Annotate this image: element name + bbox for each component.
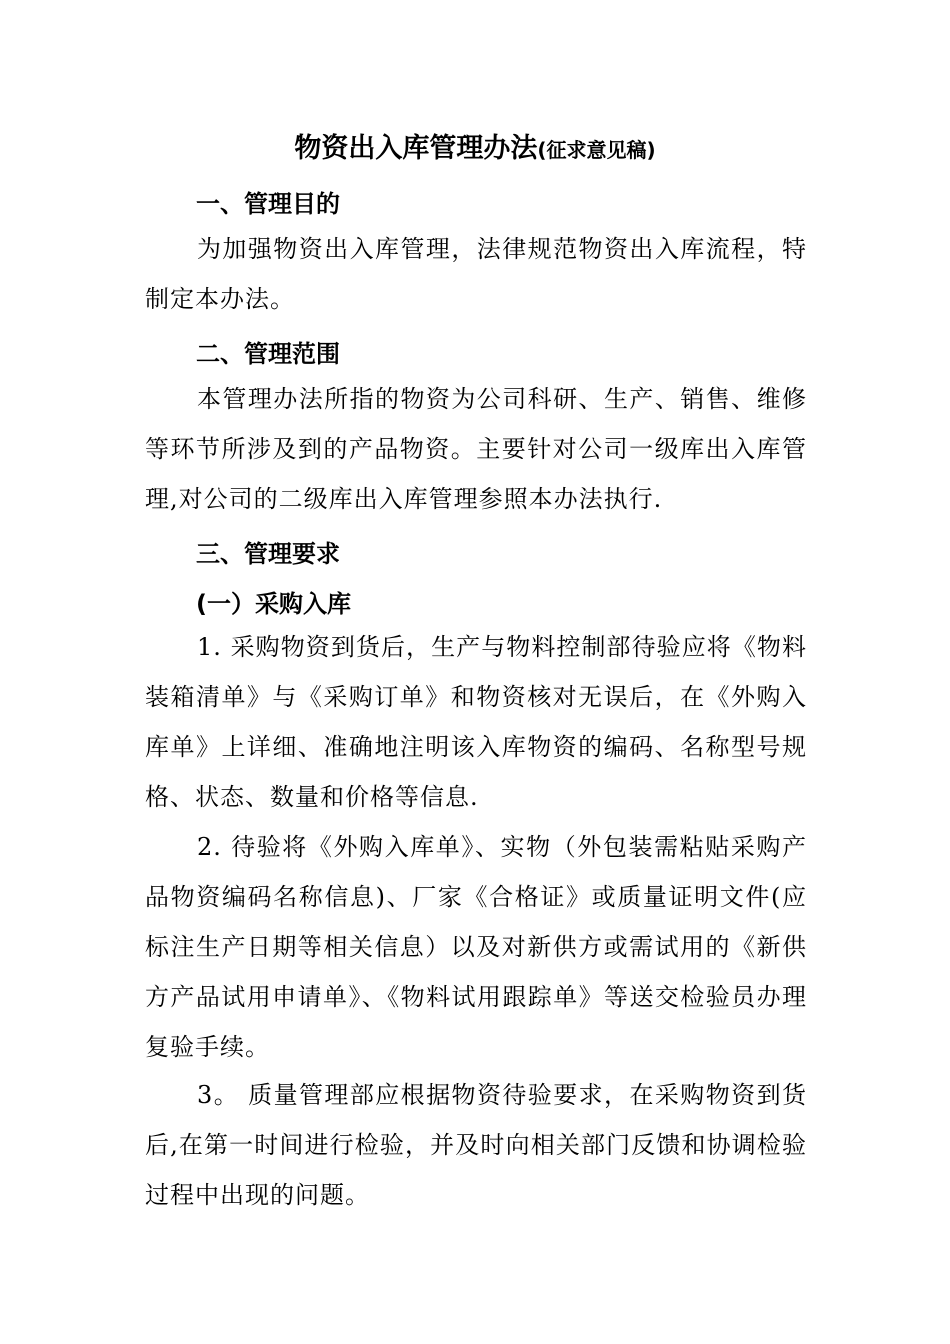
- section-heading-requirements: 三、管理要求: [196, 540, 340, 568]
- section-heading-purpose: 一、管理目的: [196, 190, 340, 218]
- section-text-scope: 本管理办法所指的物资为公司科研、生产、销售、维修等环节所涉及到的产品物资。主要针对公司一级库出入库管理,对公司的二级库出入库管理参照本办法执行.: [145, 385, 807, 513]
- section-text-purpose: 为加强物资出入库管理，法律规范物资出入库流程，特制定本办法。: [145, 235, 807, 313]
- title-main: 物资出入库管理办法: [294, 133, 538, 164]
- requirement-item-2: 2. 待验将《外购入库单》、实物（外包装需粘贴采购产品物资编码名称信息)、厂家《合格证》或质量证明文件(应标注生产日期等相关信息）以及对新供方或需试用的《新供方产品试用申请单》、《物料试用跟踪单》等送交检验员办理复验手续。: [145, 833, 807, 1061]
- document-title: [0, 126, 950, 165]
- title-note: (征求意见稿): [537, 138, 656, 162]
- subsection-heading-purchase: (一）采购入库: [196, 590, 351, 618]
- section-heading-scope: 二、管理范围: [196, 340, 340, 368]
- requirement-item-3: 3。 质量管理部应根据物资待验要求，在采购物资到货后,在第一时间进行检验，并及时向相关部门反馈和协调检验过程中出现的问题。: [145, 1081, 807, 1209]
- requirement-item-1: 1. 采购物资到货后，生产与物料控制部待验应将《物料装箱清单》与《采购订单》和物资核对无误后，在《外购入库单》上详细、准确地注明该入库物资的编码、名称型号规格、状态、数量和价格等信息.: [145, 633, 807, 811]
